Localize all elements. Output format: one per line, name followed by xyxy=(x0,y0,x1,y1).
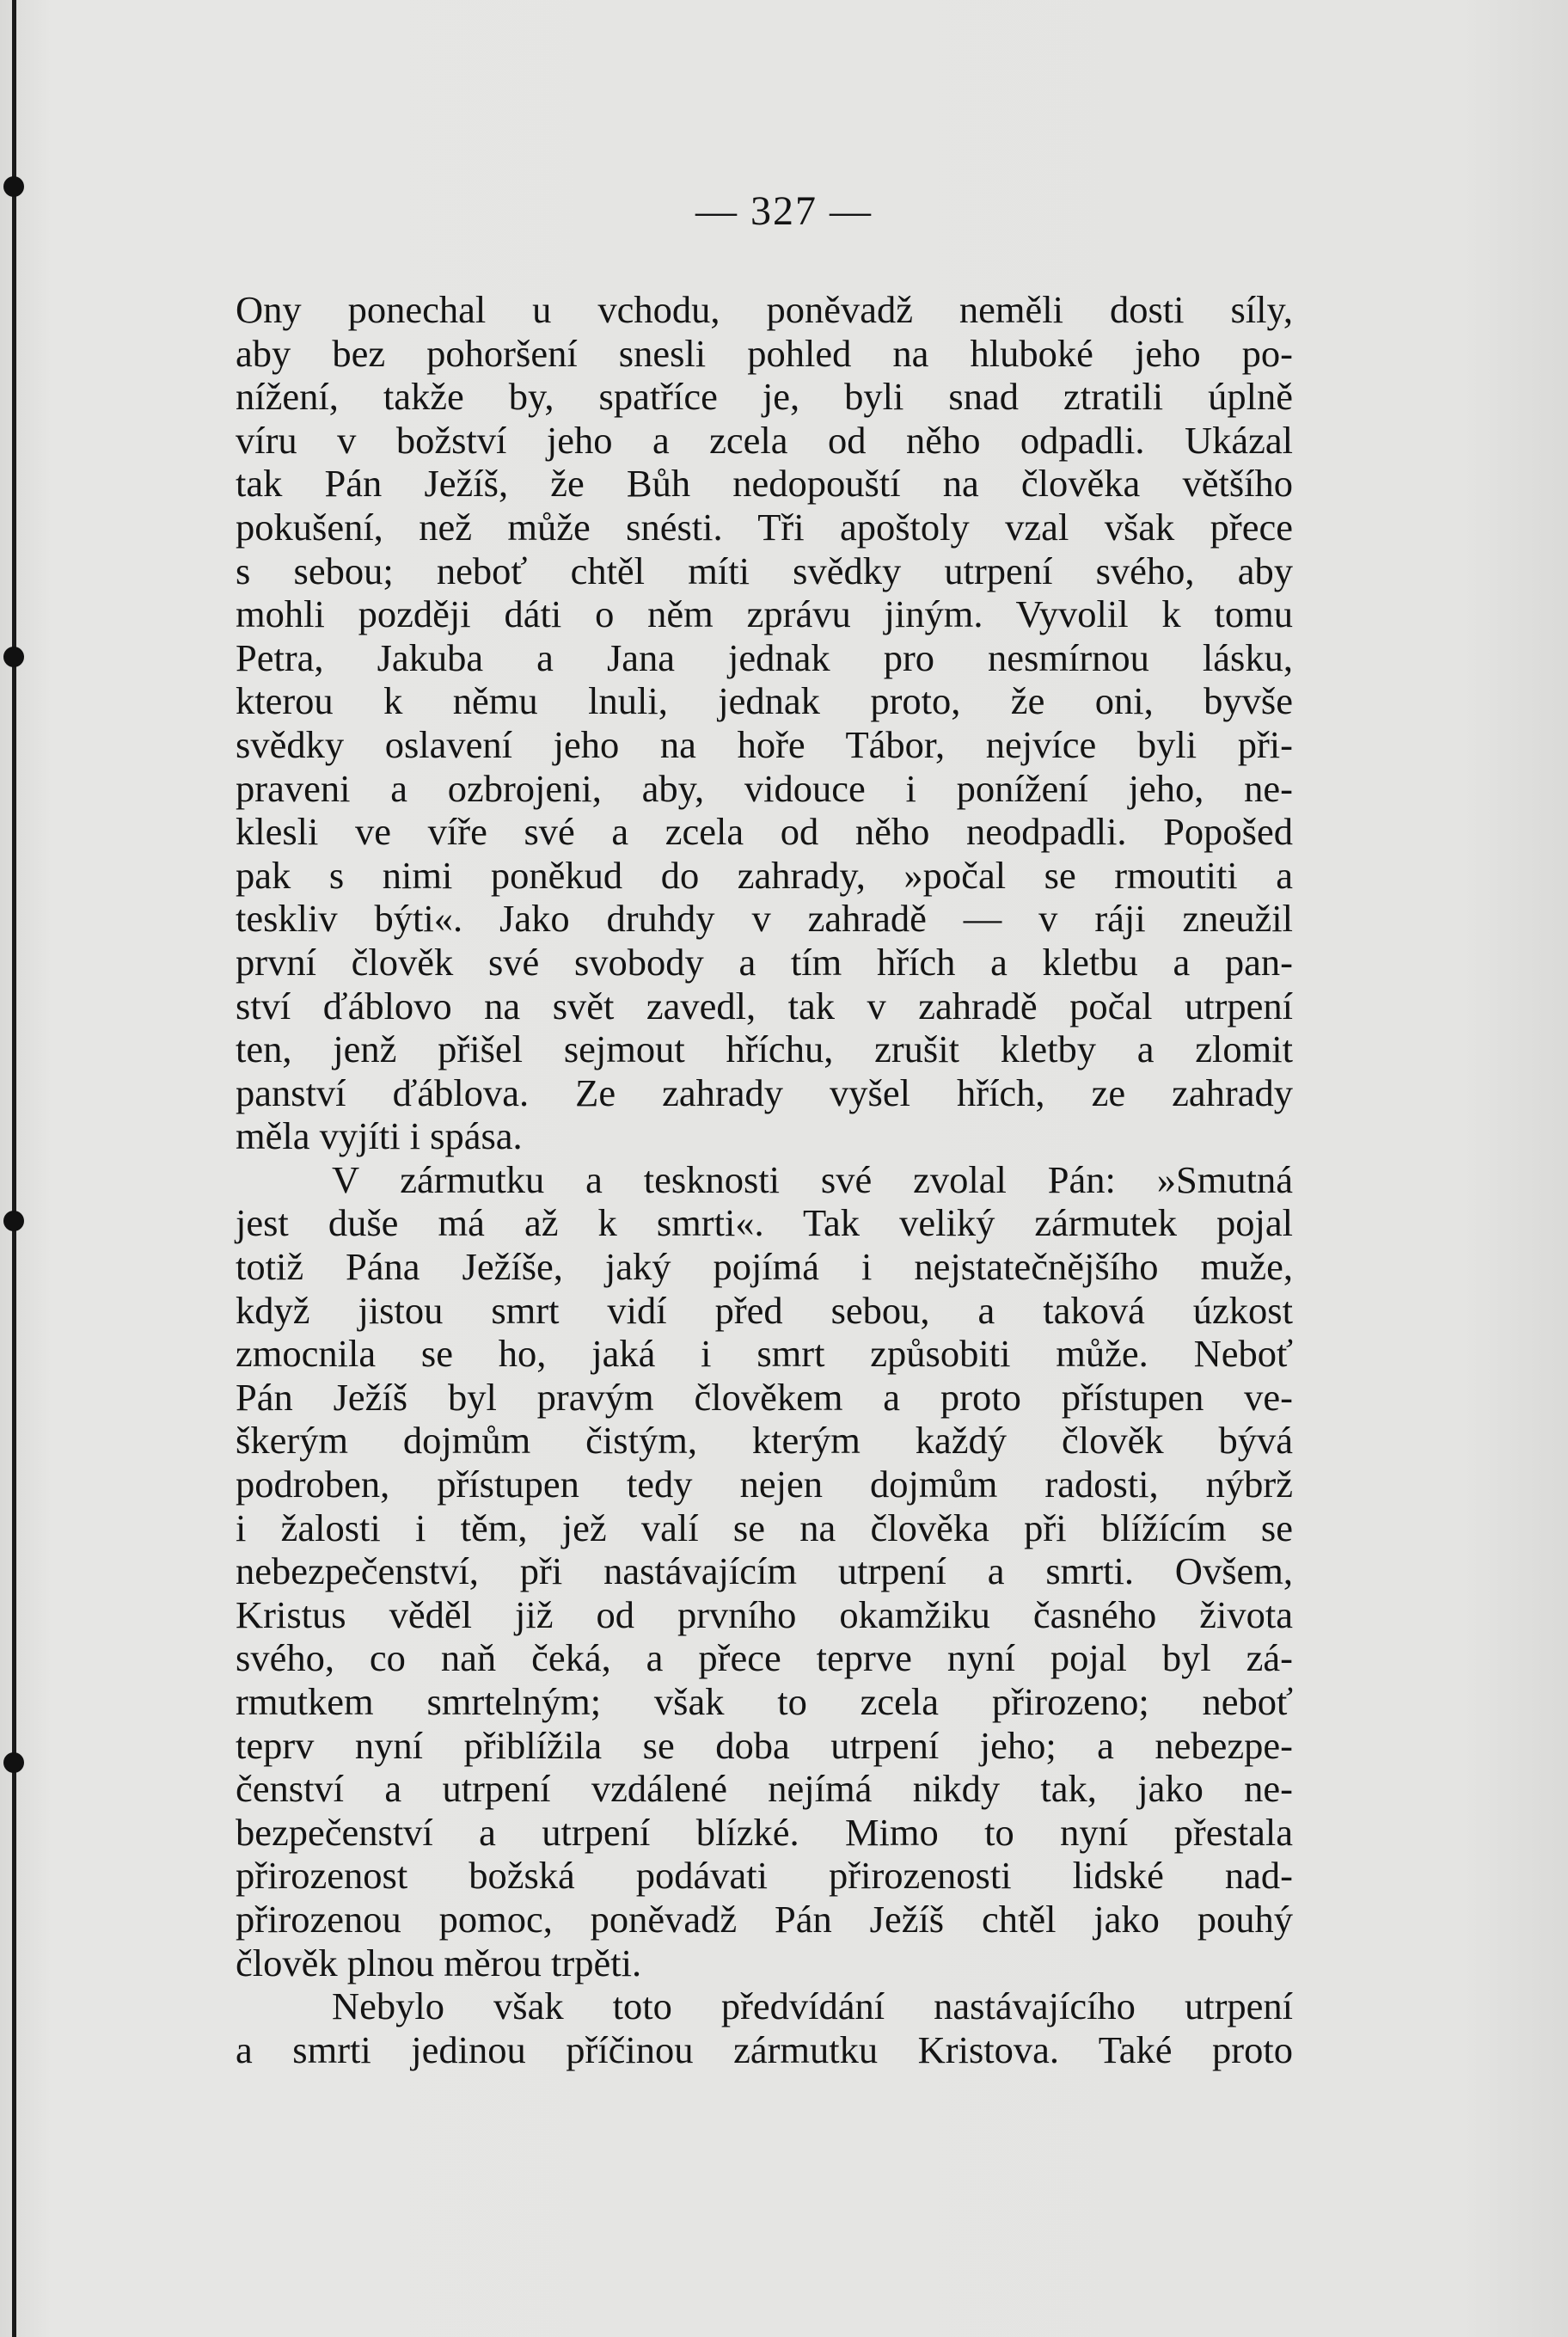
text-line: praveni a ozbrojeni, aby, vidouce i ponížení jeho, ne- xyxy=(236,766,1293,810)
text-line: tak Pán Ježíš, že Bůh nedopouští na člověka většího xyxy=(236,462,1293,506)
text-line: svého, co naň čeká, a přece teprve nyní pojal byl zá- xyxy=(236,1636,1293,1680)
text-line: teprv nyní přiblížila se doba utrpení jeho; a nebezpe- xyxy=(236,1723,1293,1767)
page-number: — 327 — xyxy=(695,188,873,234)
text-line: svědky oslavení jeho na hoře Tábor, nejvíce byli při- xyxy=(236,722,1293,766)
text-line: Ony ponechal u vchodu, poněvadž neměli dosti síly, xyxy=(236,288,1293,331)
text-line: čenství a utrpení vzdálené nejímá nikdy tak, jako ne- xyxy=(236,1767,1293,1811)
text-line: pak s nimi poněkud do zahrady, »počal se rmoutiti a xyxy=(236,853,1293,897)
text-line: Petra, Jakuba a Jana jednak pro nesmírnou lásku, xyxy=(236,635,1293,679)
text-line: přirozenou pomoc, poněvadž Pán Ježíš chtěl jako pouhý xyxy=(236,1897,1293,1941)
text-line: aby bez pohoršení snesli pohled na hluboké jeho po- xyxy=(236,331,1293,375)
text-line: když jistou smrt vidí před sebou, a taková úzkost xyxy=(236,1288,1293,1332)
text-line: i žalosti i těm, jež valí se na člověka při blížícím se xyxy=(236,1506,1293,1549)
text-line: teskliv býti«. Jako druhdy v zahradě — v ráji zneužil xyxy=(236,897,1293,941)
text-line: pokušení, než může snésti. Tři apoštoly vzal však přece xyxy=(236,505,1293,549)
text-line: škerým dojmům čistým, kterým každý člověk bývá xyxy=(236,1419,1293,1463)
text-line: první člověk své svobody a tím hřích a kletbu a pan- xyxy=(236,940,1293,984)
text-line: V zármutku a tesknosti své zvolal Pán: »Smutná xyxy=(332,1157,1293,1201)
binding-mark xyxy=(3,1211,24,1231)
binding-mark xyxy=(3,647,24,667)
text-line: ství ďáblovo na svět zavedl, tak v zahradě počal utrpení xyxy=(236,984,1293,1027)
binding-mark xyxy=(3,1752,24,1773)
text-line: klesli ve víře své a zcela od něho neodpadli. Popošed xyxy=(236,810,1293,854)
text-line: Kristus věděl již od prvního okamžiku časného života xyxy=(236,1592,1293,1636)
text-line: jest duše má až k smrti«. Tak veliký zármutek pojal xyxy=(236,1201,1293,1245)
page-binding-edge xyxy=(12,0,16,2337)
text-line: mohli později dáti o něm zprávu jiným. Vyvolil k tomu xyxy=(236,592,1293,636)
text-line: a smrti jedinou příčinou zármutku Kristova. Také proto xyxy=(236,2027,1293,2071)
text-line: Nebylo však toto předvídání nastávajícího utrpení xyxy=(332,1984,1293,2028)
text-line: člověk plnou měrou trpěti. xyxy=(236,1941,642,1984)
text-line: víru v božství jeho a zcela od něho odpadli. Ukázal xyxy=(236,418,1293,462)
text-line: s sebou; neboť chtěl míti svědky utrpení svého, aby xyxy=(236,549,1293,592)
text-line: přirozenost božská podávati přirozenosti lidské nad- xyxy=(236,1854,1293,1898)
text-line: totiž Pána Ježíše, jaký pojímá i nejstatečnějšího muže, xyxy=(236,1245,1293,1289)
text-line: ten, jenž přišel sejmout hříchu, zrušit kletby a zlomit xyxy=(236,1027,1293,1071)
text-line: panství ďáblova. Ze zahrady vyšel hřích, ze zahrady xyxy=(236,1070,1293,1114)
text-line: měla vyjíti i spása. xyxy=(236,1114,523,1158)
text-line: zmocnila se ho, jaká i smrt způsobiti může. Neboť xyxy=(236,1332,1293,1376)
text-line: kterou k němu lnuli, jednak proto, že oni, byvše xyxy=(236,679,1293,723)
text-line: bezpečenství a utrpení blízké. Mimo to nyní přestala xyxy=(236,1810,1293,1854)
body-text xyxy=(236,288,1293,2071)
text-line: nížení, takže by, spatříce je, byli snad ztratili úplně xyxy=(236,375,1293,419)
text-line: podroben, přístupen tedy nejen dojmům radosti, nýbrž xyxy=(236,1463,1293,1506)
text-line: Pán Ježíš byl pravým člověkem a proto přístupen ve- xyxy=(236,1375,1293,1419)
text-line: nebezpečenství, při nastávajícím utrpení a smrti. Ovšem, xyxy=(236,1549,1293,1593)
text-line: rmutkem smrtelným; však to zcela přirozeno; neboť xyxy=(236,1680,1293,1723)
